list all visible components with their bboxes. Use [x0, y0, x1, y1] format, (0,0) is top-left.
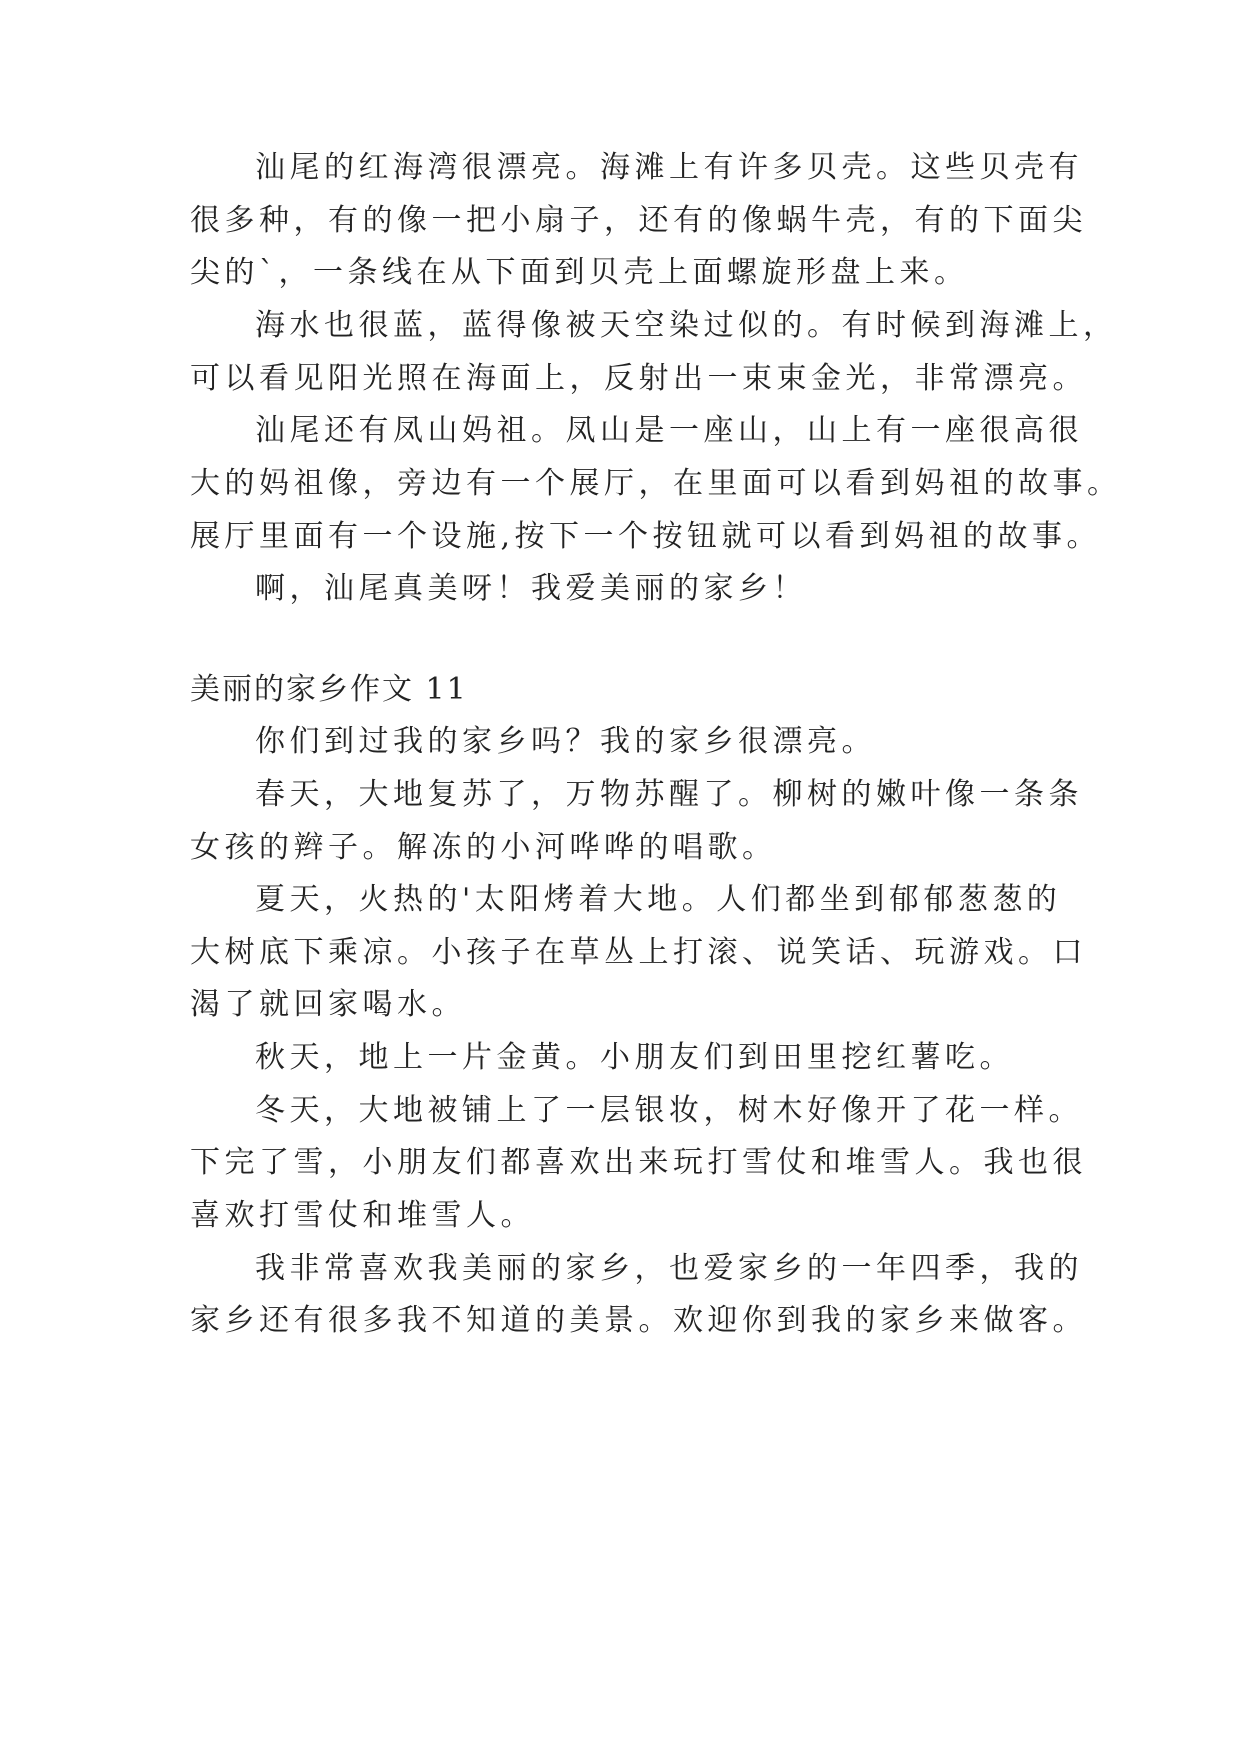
- paragraph-line: 家乡还有很多我不知道的美景。欢迎你到我的家乡来做客。: [190, 1303, 1087, 1338]
- paragraph-line: 夏天，火热的'太阳烤着大地。人们都坐到郁郁葱葱的: [255, 882, 1062, 917]
- paragraph-line: 大的妈祖像，旁边有一个展厅，在里面可以看到妈祖的故事。: [190, 466, 1122, 501]
- paragraph-line: 女孩的辫子。解冻的小河哗哗的唱歌。: [190, 830, 777, 865]
- paragraph-line: 很多种，有的像一把小扇子，还有的像蜗牛壳，有的下面尖: [190, 203, 1087, 238]
- paragraph-line: 渴了就回家喝水。: [190, 987, 466, 1022]
- paragraph-line: 海水也很蓝，蓝得像被天空染过似的。有时候到海滩上，: [255, 308, 1118, 343]
- paragraph-line: 秋天，地上一片金黄。小朋友们到田里挖红薯吃。: [255, 1040, 1014, 1075]
- paragraph-line: 啊，汕尾真美呀！我爱美丽的家乡！: [255, 571, 807, 606]
- paragraph-line: 汕尾的红海湾很漂亮。海滩上有许多贝壳。这些贝壳有: [255, 150, 1083, 185]
- paragraph-line: 冬天，大地被铺上了一层银妆，树木好像开了花一样。: [255, 1093, 1083, 1128]
- essay-title: 美丽的家乡作文 11: [190, 672, 468, 707]
- paragraph-line: 尖的`，一条线在从下面到贝壳上面螺旋形盘上来。: [190, 255, 969, 290]
- paragraph-line: 喜欢打雪仗和堆雪人。: [190, 1198, 535, 1233]
- paragraph-line: 汕尾还有凤山妈祖。凤山是一座山，山上有一座很高很: [255, 413, 1083, 448]
- paragraph-line: 下完了雪，小朋友们都喜欢出来玩打雪仗和堆雪人。我也很: [190, 1145, 1087, 1180]
- paragraph-line: 你们到过我的家乡吗？我的家乡很漂亮。: [255, 724, 876, 759]
- paragraph-line: 我非常喜欢我美丽的家乡，也爱家乡的一年四季，我的: [255, 1251, 1083, 1286]
- paragraph-line: 大树底下乘凉。小孩子在草丛上打滚、说笑话、玩游戏。口: [190, 935, 1087, 970]
- paragraph-line: 可以看见阳光照在海面上，反射出一束束金光，非常漂亮。: [190, 361, 1087, 396]
- paragraph-line: 展厅里面有一个设施,按下一个按钮就可以看到妈祖的故事。: [190, 519, 1102, 554]
- paragraph-line: 春天，大地复苏了，万物苏醒了。柳树的嫩叶像一条条: [255, 777, 1083, 812]
